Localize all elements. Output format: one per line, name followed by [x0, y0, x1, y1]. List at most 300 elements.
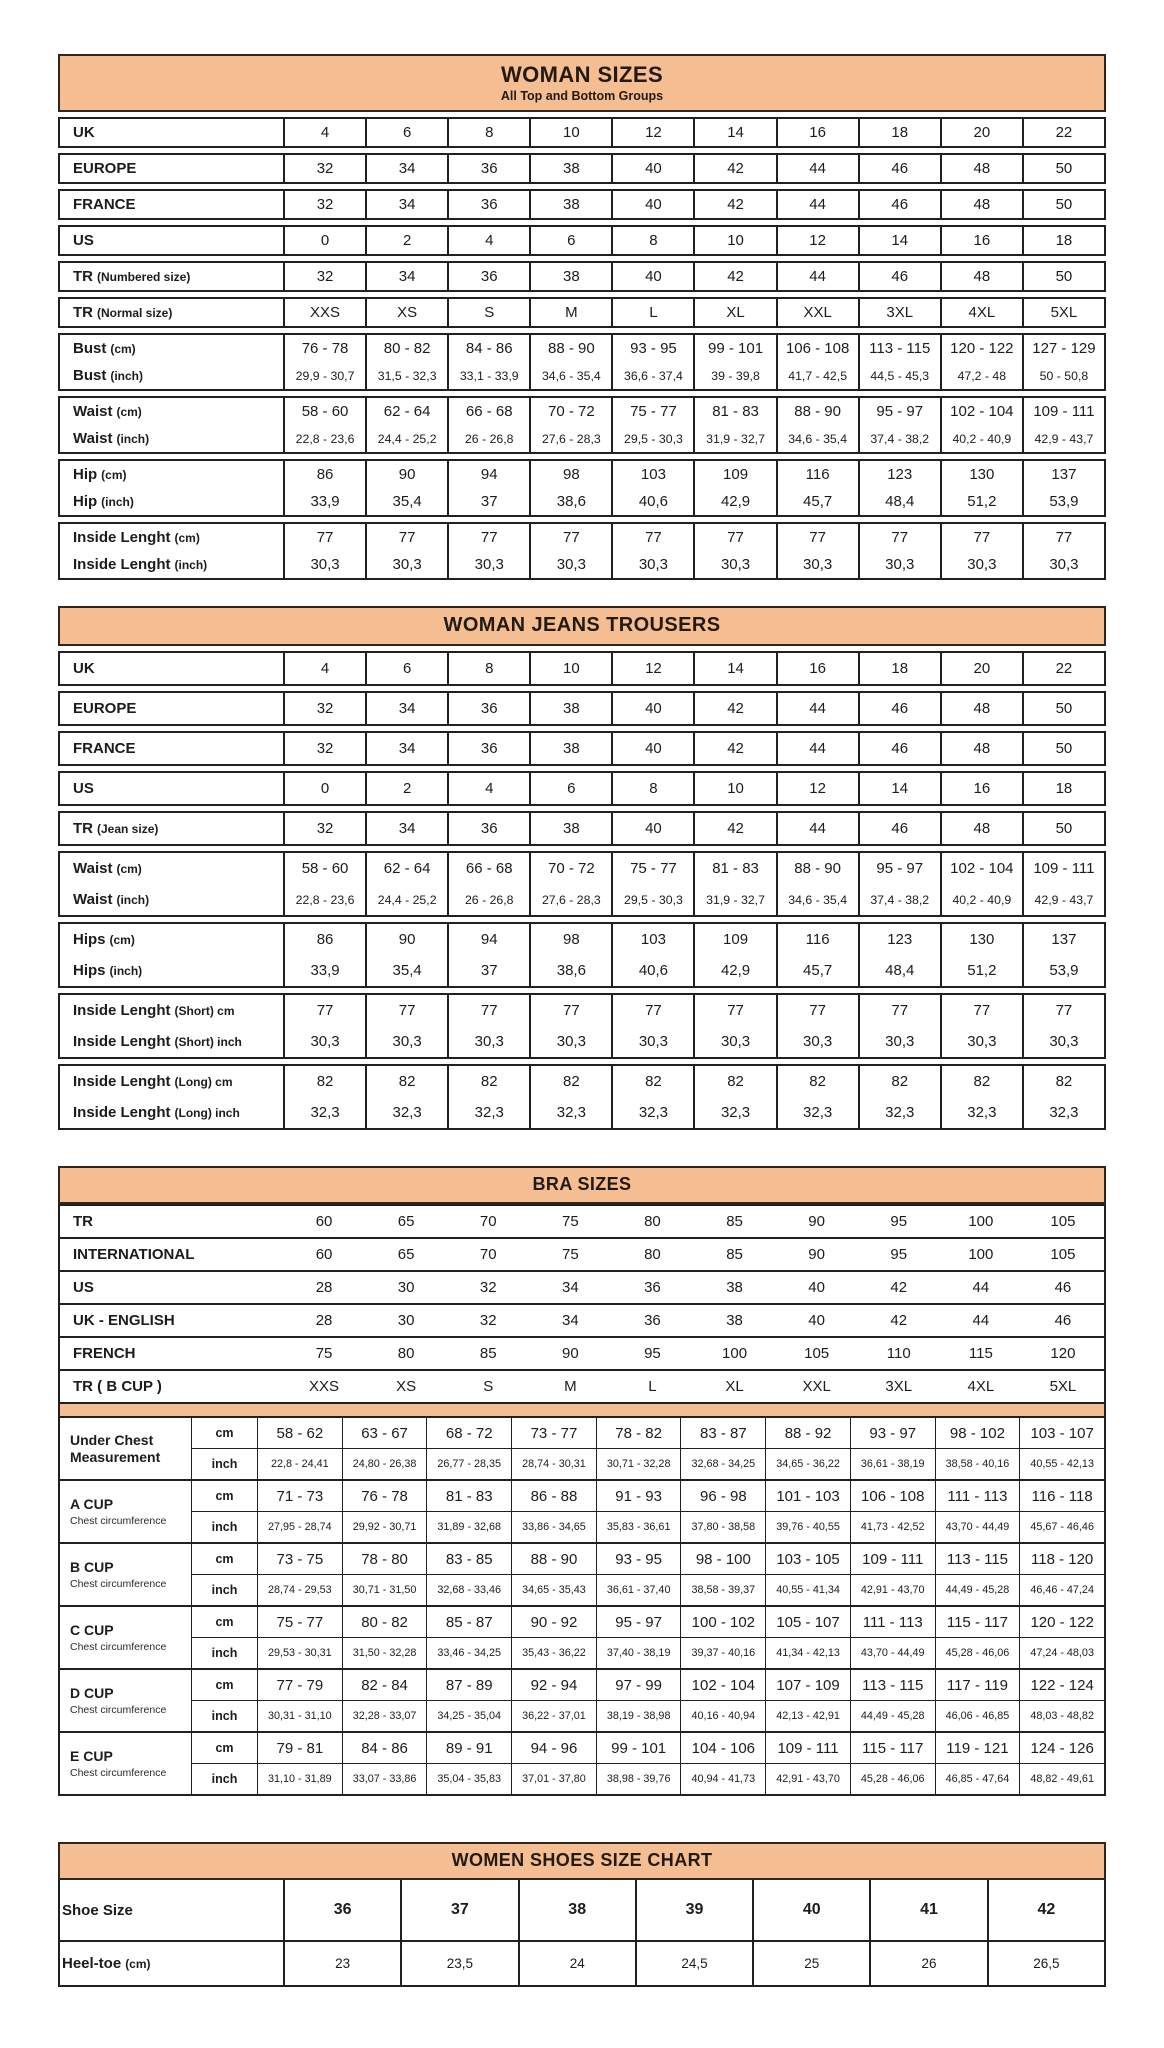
measurement-cell: 47,24 - 48,03 [1019, 1637, 1104, 1668]
size-value-cell: 109 [693, 461, 775, 488]
measurement-cell: 95 - 97 [596, 1607, 681, 1637]
size-value-cell: 82 [447, 1066, 529, 1097]
measurement-cell: 88 - 90 [511, 1544, 596, 1574]
measurement-cell: 29,53 - 30,31 [257, 1637, 342, 1668]
cup-label-text: E CUP [70, 1748, 113, 1765]
size-value-cell: 40 [611, 191, 693, 218]
size-value-cell: 36 [283, 1880, 400, 1940]
row-label: TR ( B CUP ) [73, 1378, 162, 1395]
size-value-cell: 70 - 72 [529, 853, 611, 884]
size-value-cell: 30,3 [1022, 1026, 1104, 1057]
size-value-cell: 103 [611, 461, 693, 488]
size-value-cell: 90 [562, 1345, 579, 1362]
size-value-cell: 34,6 - 35,4 [776, 884, 858, 915]
size-value-cell: 53,9 [1022, 488, 1104, 515]
size-value-cell: 42,9 [693, 955, 775, 986]
size-row [60, 425, 1104, 452]
size-value-cell: 109 [693, 924, 775, 955]
unit-label: inch [191, 1637, 257, 1668]
size-value-cell: 60 [315, 1213, 333, 1230]
size-row-group [58, 851, 1106, 917]
size-value-cell: S [483, 1378, 494, 1395]
size-value-cell: 46 [858, 733, 940, 764]
measurement-cell: 26,77 - 28,35 [426, 1448, 511, 1479]
measurement-cell: 120 - 122 [1019, 1607, 1104, 1637]
size-value-cell: 75 [562, 1246, 579, 1263]
size-value-cell: 76 - 78 [283, 335, 365, 362]
size-value-cell: 18 [858, 119, 940, 146]
unit-label: cm [191, 1481, 257, 1511]
size-value-cell: 44 [776, 733, 858, 764]
size-value-cell: 100 [968, 1213, 994, 1230]
size-value-cell: 82 [529, 1066, 611, 1097]
size-value-cell: 98 [529, 461, 611, 488]
measurement-cell: 45,67 - 46,46 [1019, 1511, 1104, 1542]
woman-jeans-table [58, 606, 1106, 1130]
size-value-cell: 46 [858, 263, 940, 290]
size-value-cell: 66 - 68 [447, 853, 529, 884]
size-value-cell: 94 [447, 924, 529, 955]
size-value-cell: 32 [283, 733, 365, 764]
size-value-cell: 35,4 [365, 488, 447, 515]
measurement-cell: 87 - 89 [426, 1670, 511, 1700]
measurement-cell: 85 - 87 [426, 1607, 511, 1637]
measurement-cell: 32,28 - 33,07 [342, 1700, 427, 1731]
size-value-cell: 77 [940, 524, 1022, 551]
table-title: BRA SIZES [532, 1174, 632, 1194]
row-label-text: Inside Lenght [73, 1002, 171, 1019]
measurement-cell: 115 - 117 [850, 1733, 935, 1763]
bra-conversion-row [60, 1239, 1104, 1272]
measurement-cell: 105 - 107 [765, 1607, 850, 1637]
row-label [60, 524, 283, 551]
measurement-cell: 35,04 - 35,83 [426, 1763, 511, 1794]
size-value-cell: 77 [776, 524, 858, 551]
size-value-cell: 26,5 [987, 1942, 1104, 1985]
size-value-cell: 31,9 - 32,7 [693, 884, 775, 915]
size-row [60, 227, 1104, 254]
size-value-cell: 77 [693, 524, 775, 551]
measurement-cell: 40,16 - 40,94 [680, 1700, 765, 1731]
measurement-cell: 40,55 - 41,34 [765, 1574, 850, 1605]
size-value-cell: 2 [365, 773, 447, 804]
measurement-cell: 37,01 - 37,80 [511, 1763, 596, 1794]
size-value-cell: 0 [283, 227, 365, 254]
size-value-cell: 90 [808, 1213, 825, 1230]
size-value-cell: 75 [315, 1345, 333, 1362]
measurement-cell: 99 - 101 [596, 1733, 681, 1763]
woman-jeans-header [58, 606, 1106, 646]
size-value-cell: 34 [365, 813, 447, 844]
size-value-cell: 90 [808, 1246, 825, 1263]
size-value-cell: 50 - 50,8 [1022, 362, 1104, 389]
measurement-cell: 31,10 - 31,89 [257, 1763, 342, 1794]
measurement-cell: 41,34 - 42,13 [765, 1637, 850, 1668]
size-value-cell: 44 [776, 693, 858, 724]
row-label-text: TR [73, 820, 93, 837]
size-value-cell: 36 [644, 1312, 661, 1329]
unit-label: inch [191, 1511, 257, 1542]
size-value-cell: 106 - 108 [776, 335, 858, 362]
size-row-group [58, 333, 1106, 391]
measurement-cell: 37,40 - 38,19 [596, 1637, 681, 1668]
size-value-cell: 62 - 64 [365, 853, 447, 884]
size-value-cell: 86 [283, 461, 365, 488]
row-label-small: (Long) cm [174, 1074, 233, 1089]
size-value-cell: 36 [447, 155, 529, 182]
measurement-cell: 46,46 - 47,24 [1019, 1574, 1104, 1605]
cup-label-sub: Chest circumference [70, 1703, 167, 1716]
row-label [60, 398, 283, 425]
measurement-cell: 28,74 - 29,53 [257, 1574, 342, 1605]
row-label [60, 191, 283, 218]
size-value-cell: 32,3 [529, 1097, 611, 1128]
size-row [60, 733, 1104, 764]
row-label-small: (Short) inch [174, 1034, 242, 1049]
size-value-cell: 36 [447, 263, 529, 290]
size-value-cell: 34 [365, 733, 447, 764]
size-value-cell: 137 [1022, 924, 1104, 955]
size-value-cell: 46 [858, 155, 940, 182]
row-label [60, 551, 283, 578]
size-value-cell: 80 [644, 1246, 661, 1263]
size-value-cell: 12 [611, 119, 693, 146]
measurement-cell: 33,46 - 34,25 [426, 1637, 511, 1668]
size-value-cell: 28 [315, 1312, 333, 1329]
row-label [60, 1097, 283, 1128]
size-value-cell: 50 [1022, 693, 1104, 724]
row-label [60, 425, 283, 452]
size-value-cell: 137 [1022, 461, 1104, 488]
measurement-cell: 33,07 - 33,86 [342, 1763, 427, 1794]
size-value-cell: 53,9 [1022, 955, 1104, 986]
measurement-cell: 44,49 - 45,28 [935, 1574, 1020, 1605]
size-value-cell: 24,4 - 25,2 [365, 884, 447, 915]
size-value-cell: 32 [283, 191, 365, 218]
size-value-cell: 14 [858, 227, 940, 254]
size-value-cell: XL [693, 299, 775, 326]
size-value-cell: 77 [283, 995, 365, 1026]
row-label-text: Inside Lenght [73, 1033, 171, 1050]
size-value-cell: 42 [693, 693, 775, 724]
size-value-cell: 77 [447, 995, 529, 1026]
row-label-small: (Numbered size) [97, 269, 191, 284]
size-value-cell: 36,6 - 37,4 [611, 362, 693, 389]
size-value-cell: 82 [611, 1066, 693, 1097]
size-value-cell: 85 [726, 1246, 743, 1263]
size-value-cell: 70 - 72 [529, 398, 611, 425]
size-value-cell: 82 [776, 1066, 858, 1097]
measurement-cell: 78 - 80 [342, 1544, 427, 1574]
row-label-small: (cm) [116, 404, 142, 419]
size-value-cell: 50 [1022, 733, 1104, 764]
size-value-cell: 88 - 90 [529, 335, 611, 362]
size-value-cell: 95 - 97 [858, 853, 940, 884]
bra-conversion-row [60, 1338, 1104, 1371]
size-value-cell: 38 [529, 733, 611, 764]
bra-grid-group [60, 1542, 1104, 1605]
size-value-cell: 16 [940, 773, 1022, 804]
size-value-cell: 32,3 [611, 1097, 693, 1128]
table-title: WOMEN SHOES SIZE CHART [451, 1850, 713, 1870]
size-value-cell: 30,3 [940, 551, 1022, 578]
size-row [60, 155, 1104, 182]
size-value-cell: 50 [1022, 155, 1104, 182]
size-value-cell: 20 [940, 653, 1022, 684]
size-value-cell: 29,5 - 30,3 [611, 884, 693, 915]
size-value-cell: 30,3 [776, 1026, 858, 1057]
size-value-cell: 38 [518, 1880, 635, 1940]
size-value-cell: M [564, 1378, 577, 1395]
size-value-cell: 77 [611, 995, 693, 1026]
measurement-cell: 40,94 - 41,73 [680, 1763, 765, 1794]
measurement-cell: 22,8 - 24,41 [257, 1448, 342, 1479]
size-value-cell: 44 [972, 1312, 990, 1329]
size-value-cell: 95 - 97 [858, 398, 940, 425]
size-value-cell: 58 - 60 [283, 853, 365, 884]
size-value-cell: 44,5 - 45,3 [858, 362, 940, 389]
measurement-cell: 44,49 - 45,28 [850, 1700, 935, 1731]
size-value-cell: 16 [940, 227, 1022, 254]
row-label-text: Inside Lenght [73, 1104, 171, 1121]
size-value-cell: 34,6 - 35,4 [529, 362, 611, 389]
bra-conversion-row [60, 1305, 1104, 1338]
cup-label [60, 1733, 191, 1794]
size-value-cell: 42,9 - 43,7 [1022, 884, 1104, 915]
bra-grid-group [60, 1605, 1104, 1668]
size-value-cell: 30 [397, 1312, 415, 1329]
size-value-cell: 105 [804, 1345, 830, 1362]
size-row-group [58, 189, 1106, 220]
measurement-cell: 96 - 98 [680, 1481, 765, 1511]
size-value-cell: 44 [776, 263, 858, 290]
size-value-cell: 93 - 95 [611, 335, 693, 362]
measurement-cell: 27,95 - 28,74 [257, 1511, 342, 1542]
size-value-cell: 38 [726, 1279, 743, 1296]
size-value-cell: 26 - 26,8 [447, 884, 529, 915]
row-label [60, 119, 283, 146]
measurement-cell: 77 - 79 [257, 1670, 342, 1700]
measurement-cell: 36,61 - 37,40 [596, 1574, 681, 1605]
size-value-cell: 10 [529, 119, 611, 146]
size-row [60, 693, 1104, 724]
size-value-cell: 30,3 [693, 1026, 775, 1057]
measurement-cell: 37,80 - 38,58 [680, 1511, 765, 1542]
size-value-cell: 3XL [885, 1378, 913, 1395]
size-value-cell: 80 [644, 1213, 661, 1230]
measurement-cell: 88 - 92 [765, 1418, 850, 1448]
size-value-cell: 30,3 [283, 551, 365, 578]
measurement-cell: 42,91 - 43,70 [850, 1574, 935, 1605]
measurement-cell: 116 - 118 [1019, 1481, 1104, 1511]
measurement-cell: 28,74 - 30,31 [511, 1448, 596, 1479]
measurement-cell: 98 - 102 [935, 1418, 1020, 1448]
measurement-cell: 94 - 96 [511, 1733, 596, 1763]
size-value-cell: 77 [858, 995, 940, 1026]
measurement-cell: 29,92 - 30,71 [342, 1511, 427, 1542]
size-value-cell: 47,2 - 48 [940, 362, 1022, 389]
size-value-cell: 48 [940, 693, 1022, 724]
size-value-cell: 66 - 68 [447, 398, 529, 425]
size-value-cell: 32 [283, 263, 365, 290]
size-value-cell: 82 [1022, 1066, 1104, 1097]
measurement-cell: 102 - 104 [680, 1670, 765, 1700]
row-label-text: Inside Lenght [73, 529, 171, 546]
measurement-cell: 73 - 75 [257, 1544, 342, 1574]
size-value-cell: 48,4 [858, 955, 940, 986]
size-value-cell: 82 [365, 1066, 447, 1097]
size-row [60, 119, 1104, 146]
size-value-cell: 40,6 [611, 955, 693, 986]
size-value-cell: 113 - 115 [858, 335, 940, 362]
size-value-cell: 39 [635, 1880, 752, 1940]
row-label-small: (Long) inch [174, 1105, 240, 1120]
measurement-cell: 34,65 - 35,43 [511, 1574, 596, 1605]
size-value-cell: 8 [447, 119, 529, 146]
size-row [60, 299, 1104, 326]
measurement-cell: 83 - 85 [426, 1544, 511, 1574]
row-label [60, 773, 283, 804]
size-value-cell: 4 [447, 773, 529, 804]
size-row [60, 1097, 1104, 1128]
size-value-cell: 34,6 - 35,4 [776, 425, 858, 452]
size-value-cell: 62 - 64 [365, 398, 447, 425]
size-value-cell: 94 [447, 461, 529, 488]
size-value-cell: 38 [529, 813, 611, 844]
size-value-cell: 4 [447, 227, 529, 254]
measurement-cell: 75 - 77 [257, 1607, 342, 1637]
bra-sizes-table [58, 1166, 1106, 1796]
size-row [60, 955, 1104, 986]
size-value-cell: 44 [776, 813, 858, 844]
size-value-cell: 30,3 [611, 551, 693, 578]
size-value-cell: 30,3 [447, 1026, 529, 1057]
size-value-cell: 6 [365, 653, 447, 684]
measurement-cell: 38,98 - 39,76 [596, 1763, 681, 1794]
size-value-cell: 34 [562, 1279, 579, 1296]
size-value-cell: 32 [283, 813, 365, 844]
size-value-cell: 36 [447, 693, 529, 724]
measurement-cell: 48,03 - 48,82 [1019, 1700, 1104, 1731]
row-label [60, 155, 283, 182]
size-value-cell: 27,6 - 28,3 [529, 884, 611, 915]
measurement-cell: 38,58 - 40,16 [935, 1448, 1020, 1479]
size-value-cell: 38,6 [529, 955, 611, 986]
size-value-cell: 12 [776, 773, 858, 804]
size-value-cell: 32 [479, 1312, 497, 1329]
size-value-cell: 45,7 [776, 955, 858, 986]
measurement-cell: 97 - 99 [596, 1670, 681, 1700]
size-value-cell: 38 [726, 1312, 743, 1329]
size-value-cell: S [447, 299, 529, 326]
size-value-cell: 37,4 - 38,2 [858, 884, 940, 915]
size-value-cell: 16 [776, 653, 858, 684]
row-label-small: (cm) [101, 467, 127, 482]
size-row [60, 924, 1104, 955]
size-value-cell: 40 [611, 263, 693, 290]
measurement-cell: 89 - 91 [426, 1733, 511, 1763]
cup-label [60, 1670, 191, 1731]
size-value-cell: 38,6 [529, 488, 611, 515]
size-value-cell: 84 - 86 [447, 335, 529, 362]
size-row-group [58, 771, 1106, 806]
row-label: TR [73, 1213, 93, 1230]
size-value-cell: XXS [283, 299, 365, 326]
size-value-cell: 46 [858, 693, 940, 724]
size-value-cell: 80 [397, 1345, 415, 1362]
woman-sizes-header [58, 54, 1106, 112]
size-value-cell: 14 [858, 773, 940, 804]
size-value-cell: 100 [968, 1246, 994, 1263]
heel-toe-row [60, 1940, 1104, 1985]
size-value-cell: 82 [283, 1066, 365, 1097]
size-value-cell: 120 - 122 [940, 335, 1022, 362]
size-value-cell: 12 [776, 227, 858, 254]
measurement-cell: 34,25 - 35,04 [426, 1700, 511, 1731]
bra-conversion-row [60, 1206, 1104, 1239]
cup-label [60, 1481, 191, 1542]
size-row-group [58, 811, 1106, 846]
size-value-cell: 41,7 - 42,5 [776, 362, 858, 389]
measurement-cell: 34,65 - 36,22 [765, 1448, 850, 1479]
size-value-cell: 37 [447, 955, 529, 986]
size-value-cell: 37,4 - 38,2 [858, 425, 940, 452]
cup-label [60, 1607, 191, 1668]
size-value-cell: 86 [283, 924, 365, 955]
row-label-text: FRANCE [73, 196, 136, 213]
size-value-cell: 24,5 [635, 1942, 752, 1985]
row-label-text: UK [73, 124, 95, 141]
cup-label-text: B CUP [70, 1559, 114, 1576]
row-label-text: EUROPE [73, 160, 137, 177]
measurement-cell: 103 - 107 [1019, 1418, 1104, 1448]
size-value-cell: 42 [987, 1880, 1104, 1940]
size-value-cell: 31,5 - 32,3 [365, 362, 447, 389]
size-value-cell: XXS [309, 1378, 340, 1395]
cup-label [60, 1544, 191, 1605]
size-value-cell: 70 [479, 1246, 497, 1263]
size-row-group [58, 731, 1106, 766]
size-row [60, 335, 1104, 362]
shoes-header [58, 1842, 1106, 1880]
size-value-cell: 42 [693, 813, 775, 844]
size-value-cell: 65 [397, 1213, 415, 1230]
row-label [60, 924, 283, 955]
size-value-cell: 4 [283, 653, 365, 684]
size-value-cell: 40 [611, 155, 693, 182]
size-value-cell: 18 [1022, 773, 1104, 804]
row-label-small: (inch) [116, 892, 150, 907]
unit-label: cm [191, 1733, 257, 1763]
size-value-cell: 30,3 [693, 551, 775, 578]
size-value-cell: 82 [940, 1066, 1022, 1097]
row-label-text: Hip [73, 466, 98, 483]
row-label-text: Bust [73, 367, 107, 384]
size-value-cell: 44 [776, 191, 858, 218]
size-value-cell: 36 [447, 191, 529, 218]
size-value-cell: 110 [886, 1345, 911, 1362]
table-subtitle: All Top and Bottom Groups [500, 89, 664, 103]
measurement-cell: 93 - 95 [596, 1544, 681, 1574]
size-value-cell: 16 [776, 119, 858, 146]
row-label-text: Hips [73, 931, 106, 948]
size-value-cell: 40 [611, 733, 693, 764]
size-value-cell: 18 [858, 653, 940, 684]
measurement-cell: 92 - 94 [511, 1670, 596, 1700]
size-row-group [58, 153, 1106, 184]
size-value-cell: 38 [529, 693, 611, 724]
unit-label: cm [191, 1418, 257, 1448]
